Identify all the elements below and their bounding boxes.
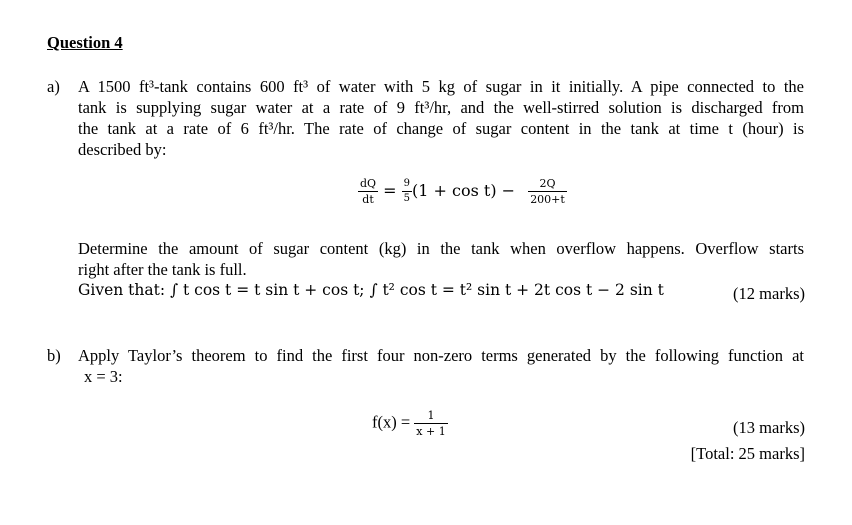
part-b-line-1: Apply Taylor’s theorem to find the first four non-zero terms generated by the following function at	[78, 346, 804, 365]
two-q-numerator: 2Q	[528, 178, 567, 192]
two-q-denominator: 200+t	[530, 193, 565, 206]
given-integrals: Given that: ∫ t cos t = t sin t + cos t; ∫ t² cos t = t² sin t + 2t cos t − 2 sin t	[78, 281, 664, 299]
part-a-line-4: described by:	[78, 140, 167, 159]
dq-dt-fraction	[358, 178, 378, 205]
nine-fifths-fraction	[402, 179, 412, 204]
parenthesis-term: (1 + cos t) −	[412, 181, 516, 200]
one-over-x-plus-one	[414, 410, 447, 437]
equals-sign: =	[383, 181, 397, 200]
part-b-label: b)	[47, 346, 61, 365]
part-a-task-line-2: right after the tank is full.	[78, 260, 247, 279]
dt-denominator: dt	[362, 193, 374, 206]
part-a-line-1: A 1500 ft³-tank contains 600 ft³ of water with 5 kg of sugar in it initially. A pipe connected to the	[78, 77, 804, 96]
part-a-label: a)	[47, 77, 60, 96]
part-a-line-3: the tank at a rate of 6 ft³/hr. The rate of change of sugar content in the tank at time t (hour) is	[78, 119, 804, 138]
dq-numerator: dQ	[360, 177, 377, 190]
part-a-line-2: tank is supplying sugar water at a rate of 9 ft³/hr, and the well-stirred solution is discharged from	[78, 98, 804, 117]
part-b-line-2: x = 3:	[84, 367, 123, 386]
total-marks: [Total: 25 marks]	[690, 444, 805, 463]
question-heading: Question 4	[47, 33, 123, 52]
two-q-fraction	[528, 178, 567, 205]
function-lhs: f(x) =	[372, 412, 411, 432]
coef-denominator: 5	[403, 193, 411, 204]
rate-equation	[358, 178, 567, 205]
taylor-function	[372, 410, 448, 437]
function-numerator: 1	[414, 410, 447, 424]
part-b-marks: (13 marks)	[733, 418, 805, 437]
part-a-task-line-1: Determine the amount of sugar content (kg) in the tank when overflow happens. Overflow starts	[78, 239, 804, 258]
part-a-marks: (12 marks)	[733, 284, 805, 303]
coef-numerator: 9	[402, 179, 412, 192]
function-denominator: x + 1	[416, 425, 446, 438]
